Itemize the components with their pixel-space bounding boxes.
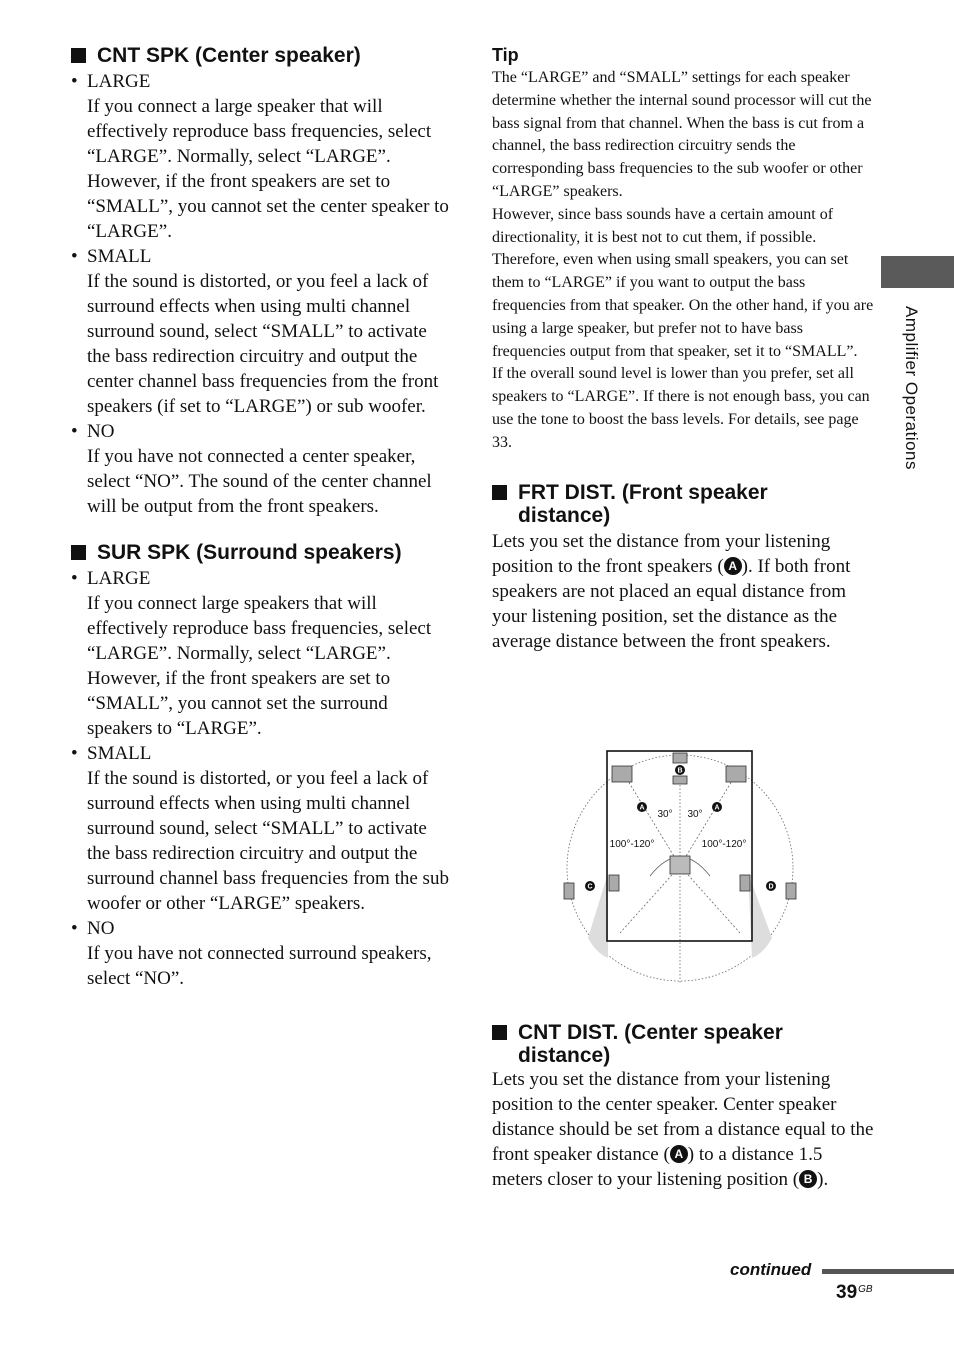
surround-right-line <box>680 866 740 933</box>
continued-label: continued <box>730 1260 812 1279</box>
surround-left-inner-speaker-icon <box>609 875 619 891</box>
option-item <box>71 419 451 519</box>
marker-a-left-label: A <box>639 804 645 812</box>
center-speaker-icon <box>673 753 687 763</box>
surround-right-outer-speaker-icon <box>786 883 796 899</box>
cnt-spk-options <box>71 69 451 519</box>
marker-b-label: B <box>677 767 683 775</box>
page-suffix: GB <box>858 1284 873 1295</box>
bullet-icon: • <box>71 421 78 442</box>
marker-a-right-label: A <box>714 804 720 812</box>
sur-spk-options <box>71 566 451 991</box>
surround-left-outer-speaker-icon <box>564 883 574 899</box>
center-speaker-alt-icon <box>673 776 687 784</box>
tip-box <box>492 44 877 455</box>
option-label: SMALL <box>87 246 152 267</box>
cnt-dist-heading: CNT DIST. (Center speaker distance) <box>492 1021 903 1067</box>
option-label: LARGE <box>87 568 151 589</box>
front-right-line <box>680 776 735 866</box>
front-left-speaker-icon <box>612 766 632 782</box>
cnt-dist-text: Lets you set the distance from your listening position to the center speaker. Center speaker distance should be set from a distance equal to the front speaker distance ( A ) to a distance 1.5 meters closer to your listening position ( B ). <box>492 1069 874 1190</box>
frt-dist-text: Lets you set the distance from your listening position to the front speakers ( A ). If both front speakers are not placed an equal distance from your listening position, set the distance as the average distance between the front speakers. <box>492 530 851 652</box>
bullet-icon: • <box>71 918 78 939</box>
tip-title: Tip <box>492 45 519 65</box>
option-item <box>71 566 451 741</box>
option-label: NO <box>87 918 115 939</box>
chapter-label: Amplifier Operations <box>902 306 921 471</box>
option-text: If you have not connected surround speakers, select “NO”. <box>87 943 432 989</box>
page-number: $39^{GB}$ <box>836 1282 873 1303</box>
listener-icon <box>670 856 690 874</box>
chapter-tab <box>881 256 954 288</box>
section-square-icon <box>71 48 86 63</box>
surround-left-line <box>620 866 680 933</box>
option-item <box>71 69 451 244</box>
marker-b-icon: B <box>799 1170 817 1188</box>
marker-a-icon: A <box>724 557 742 575</box>
front-right-speaker-icon <box>726 766 746 782</box>
option-label: NO <box>87 421 115 442</box>
option-text: If you have not connected a center speaker, select “NO”. The sound of the center channel will be output from the front speakers. <box>87 446 432 517</box>
frt-dist-heading: FRT DIST. (Front speaker distance) <box>492 481 877 527</box>
bullet-icon: • <box>71 246 78 267</box>
cnt-spk-heading: CNT SPK (Center speaker) <box>71 44 451 67</box>
angle-right-label: 30° <box>687 809 703 820</box>
angle-left-label: 30° <box>657 809 673 820</box>
bullet-icon: • <box>71 71 78 92</box>
option-text: If the sound is distorted, or you feel a lack of surround effects when using multi channel surround sound, select “SMALL” to activate the bass redirection circuitry and output the surround channel bass frequencies from the sub woofer or other “LARGE” speakers. <box>87 768 449 914</box>
option-item <box>71 741 451 916</box>
option-label: LARGE <box>87 71 151 92</box>
marker-a-icon: A <box>670 1145 688 1163</box>
speaker-placement-diagram <box>560 748 800 988</box>
section-square-icon <box>492 485 507 500</box>
left-column <box>71 44 451 991</box>
surround-right-inner-speaker-icon <box>740 875 750 891</box>
section-square-icon <box>71 545 86 560</box>
tip-paragraph: However, since bass sounds have a certain amount of directionality, it is best not to cut them, if possible. Therefore, even when using small speakers, you can set them to “LARGE” if you want to output the bass frequencies from that speaker. On the other hand, if you are using a large speaker, but prefer not to have bass frequencies output from that speaker, set it to “SMALL”. <box>492 205 874 360</box>
marker-c-label: C <box>587 883 593 891</box>
option-text: If you connect large speakers that will effectively reproduce bass frequencies, select “LARGE”. Normally, select “LARGE”. However, if the front speakers are set to “SMALL”, you cannot set the surround speakers to “LARGE”. <box>87 593 432 739</box>
front-left-line <box>625 776 680 866</box>
range-right-label: 100°-120° <box>701 839 747 850</box>
option-text: If you connect a large speaker that will effectively reproduce bass frequencies, select “LARGE”. Normally, select “LARGE”. However, if the front speakers are set to “SMALL”, you cannot set the center speaker to “LARGE”. <box>87 96 449 242</box>
continued-bar <box>822 1269 954 1274</box>
section-square-icon <box>492 1025 507 1040</box>
range-left-label: 100°-120° <box>609 839 655 850</box>
marker-d-label: D <box>768 883 774 891</box>
sur-spk-heading: SUR SPK (Surround speakers) <box>71 541 451 564</box>
option-item <box>71 916 451 991</box>
option-item <box>71 244 451 419</box>
bullet-icon: • <box>71 568 78 589</box>
tip-paragraph: The “LARGE” and “SMALL” settings for each speaker determine whether the internal sound processor will cut the bass signal from that channel. When the bass is cut from a channel, the bass redirection circuitry sends the corresponding bass frequencies to the sub woofer or other “LARGE” speakers. <box>492 69 872 200</box>
bullet-icon: • <box>71 743 78 764</box>
option-text: If the sound is distorted, or you feel a lack of surround effects when using multi channel surround sound, select “SMALL” to activate the bass redirection circuitry and output the center channel bass frequencies from the front speakers (if set to “LARGE”) or sub woofer. <box>87 271 439 417</box>
option-label: SMALL <box>87 743 152 764</box>
tip-paragraph: If the overall sound level is lower than you prefer, set all speakers to “LARGE”. If there is not enough bass, you can use the tone to boost the bass levels. For details, see page 33. <box>492 365 870 451</box>
